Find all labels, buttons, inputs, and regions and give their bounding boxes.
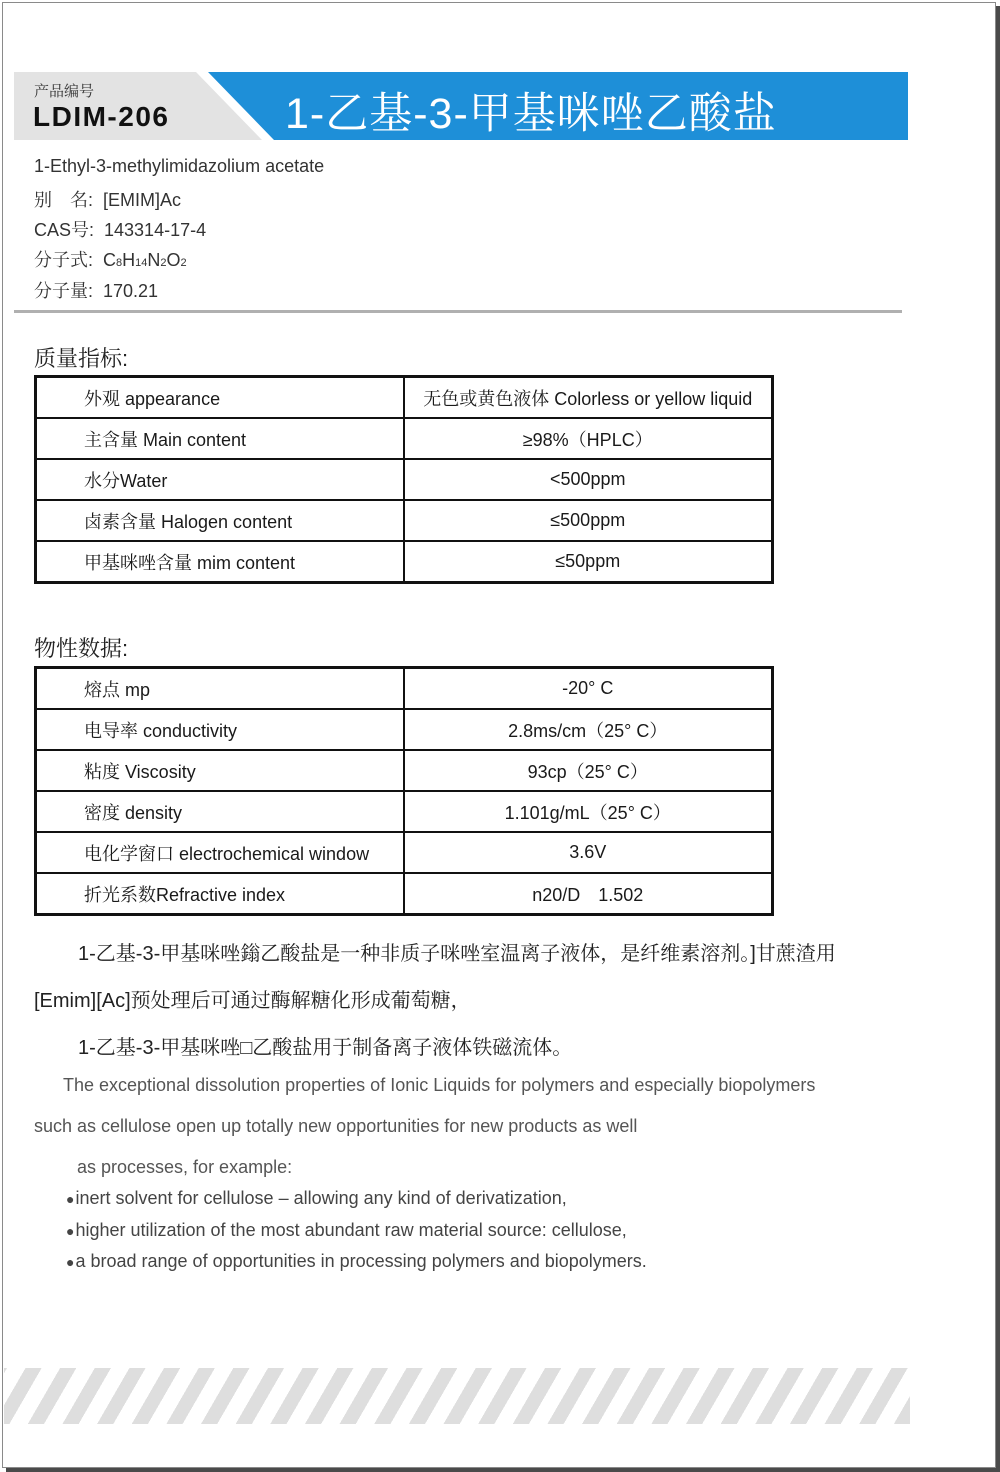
english-name: 1-Ethyl-3-methylimidazolium acetate [34,156,325,176]
list-item [66,1251,647,1272]
cas-line [34,216,206,242]
table-row [36,500,773,541]
row-name: 电导率 conductivity [36,709,404,750]
bullet-text: higher utilization of the most abundant raw material source: cellulose, [75,1220,627,1240]
physical-table [34,666,774,916]
quality-section-title: 质量指标: [34,346,129,371]
description-cn-line-1: 1-乙基-3-甲基咪唑鎓乙酸盐是一种非质子咪唑室温离子液体，是纤维素溶剂。]甘蔗渣用 [78,943,836,965]
table-row [36,791,773,832]
decorative-stripes [4,1368,910,1424]
row-name: 外观 appearance [36,377,404,419]
mw-line [34,277,158,303]
table-row [36,750,773,791]
row-value: ≤500ppm [404,500,773,541]
cas-value: 143314-17-4 [104,220,207,240]
alias-line [34,186,181,212]
row-name: 粘度 Viscosity [36,750,404,791]
description-en-line-3: as processes, for example: [77,1157,293,1177]
page-shadow-right [996,6,1000,1472]
formula-line [34,246,187,272]
table-row [36,459,773,500]
bullet-icon: ● [66,1223,75,1239]
table-row [36,832,773,873]
row-value: -20° C [404,668,773,710]
row-value: ≥98%（HPLC） [404,418,773,459]
row-name: 甲基咪唑含量 mim content [36,541,404,583]
description-en-line-2: such as cellulose open up totally new opportunities for new products as well [34,1116,638,1136]
description-en-line-1: The exceptional dissolution properties of Ionic Liquids for polymers and especially biopolymers [63,1075,816,1095]
row-name: 密度 density [36,791,404,832]
row-value: 3.6V [404,832,773,873]
row-value: n20/D 1.502 [404,873,773,915]
row-value: 93cp（25° C） [404,750,773,791]
table-row [36,873,773,915]
row-name: 熔点 mp [36,668,404,710]
table-row [36,541,773,583]
physical-section-title: 物性数据: [34,636,129,661]
list-item [66,1188,567,1209]
row-name: 水分Water [36,459,404,500]
row-name: 卤素含量 Halogen content [36,500,404,541]
list-item [66,1220,627,1241]
table-row [36,709,773,750]
bullet-text: inert solvent for cellulose – allowing any kind of derivatization, [75,1188,567,1208]
divider [14,310,902,313]
table-row [36,418,773,459]
row-name: 主含量 Main content [36,418,404,459]
page-title: 1-乙基-3-甲基咪唑乙酸盐 [285,90,777,138]
row-value: 无色或黄色液体 Colorless or yellow liquid [404,377,773,419]
row-value: 2.8ms/cm（25° C） [404,709,773,750]
mw-value: 170.21 [103,281,159,301]
alias-label: 别 名: [34,190,94,210]
bullet-icon: ● [66,1191,75,1207]
row-name: 电化学窗口 electrochemical window [36,832,404,873]
row-value: 1.101g/mL（25° C） [404,791,773,832]
alias-value: [EMIM]Ac [103,190,182,210]
formula-value: C8H14N2O2 [103,250,187,270]
table-row [36,377,773,419]
description-cn-line-2: [Emim][Ac]预处理后可通过酶解糖化形成葡萄糖， [34,990,471,1012]
formula-label: 分子式: [34,250,94,270]
product-code-label: 产品编号 [34,83,95,100]
row-value: <500ppm [404,459,773,500]
table-row [36,668,773,710]
cas-label: CAS号: [34,220,95,240]
row-value: ≤50ppm [404,541,773,583]
quality-table [34,375,774,584]
product-code: LDIM-206 [33,101,170,132]
bullet-icon: ● [66,1254,75,1270]
description-cn-line-3: 1-乙基-3-甲基咪唑□乙酸盐用于制备离子液体铁磁流体。 [78,1037,573,1059]
mw-label: 分子量: [34,281,94,301]
page-shadow-bottom [6,1468,998,1472]
row-name: 折光系数Refractive index [36,873,404,915]
bullet-text: a broad range of opportunities in processing polymers and biopolymers. [75,1251,647,1271]
